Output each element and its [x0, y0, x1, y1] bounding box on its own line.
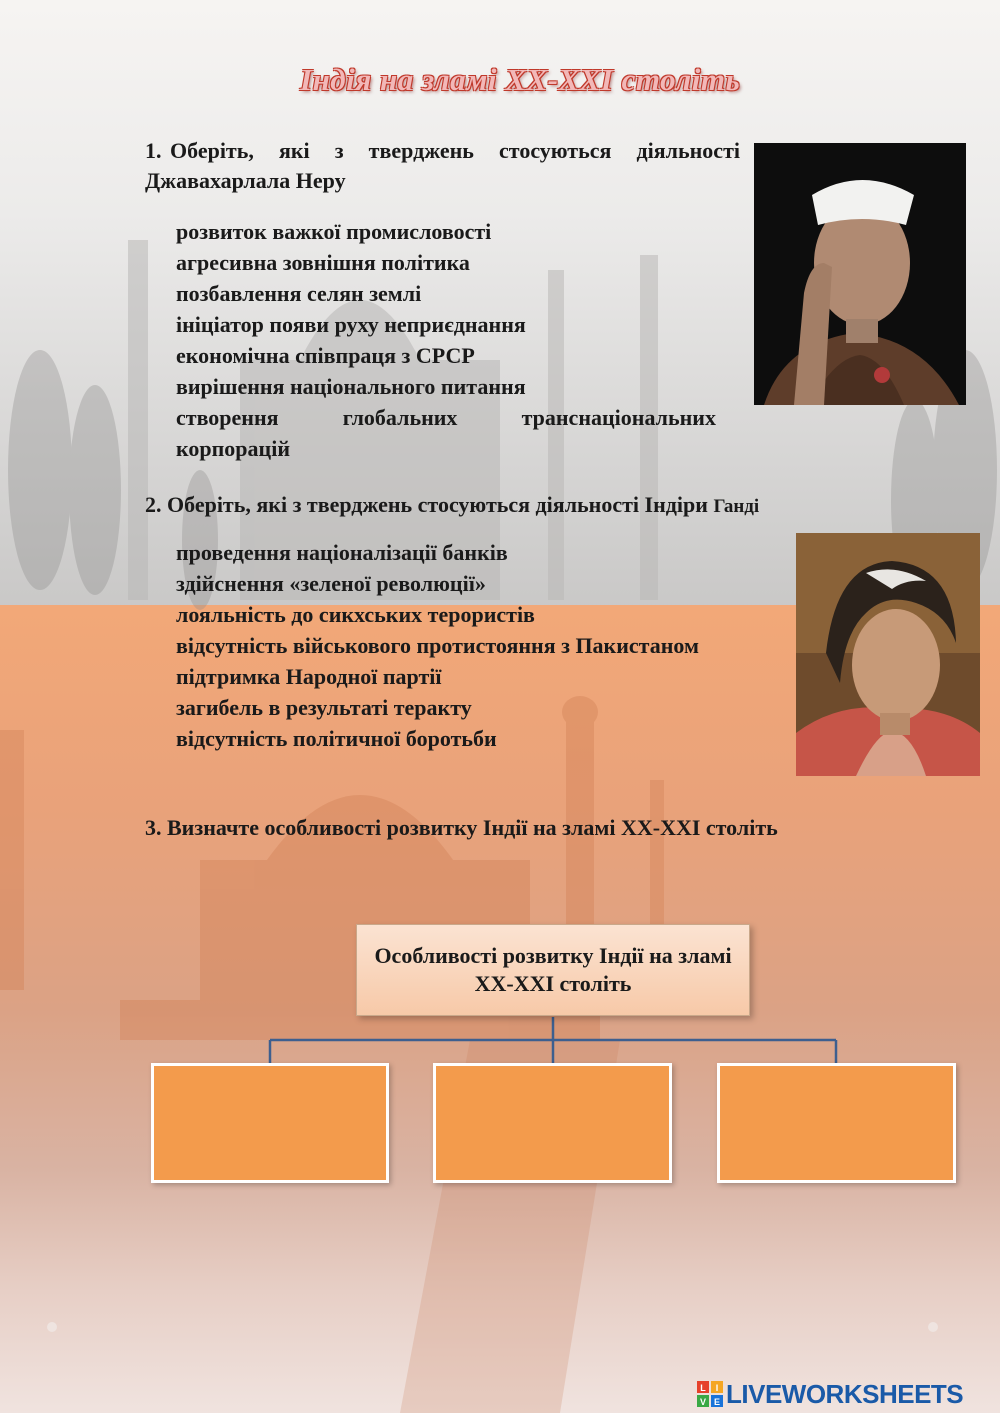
svg-text:L: L: [700, 1383, 706, 1393]
nehru-portrait: [754, 143, 966, 405]
diagram-root-box: Особливості розвитку Індії на зламі ХХ-ХХІ століть: [356, 924, 750, 1016]
liveworksheets-branding: [697, 1377, 963, 1411]
option-1-1[interactable]: розвиток важкої промисловості: [176, 219, 492, 244]
option-2-2[interactable]: здійснення «зеленої революції»: [176, 571, 486, 596]
option-2-5[interactable]: підтримка Народної партії: [176, 664, 442, 689]
decorative-dot-right: [928, 1322, 938, 1332]
answer-box-3[interactable]: [717, 1063, 956, 1183]
question-1-options: [176, 216, 716, 464]
question-1-text: Оберіть, які з тверджень стосуються діяльності Джавахарлала Неру: [145, 138, 740, 193]
option-1-7[interactable]: створення глобальних транснаціональних корпорацій: [176, 405, 716, 461]
worksheet-title: Індія на зламі ХХ-ХХІ століть: [300, 62, 741, 97]
option-2-7[interactable]: відсутність політичної боротьби: [176, 726, 497, 751]
indira-gandhi-portrait: [796, 533, 980, 776]
answer-box-1[interactable]: [151, 1063, 389, 1183]
option-2-6[interactable]: загибель в результаті теракту: [176, 695, 472, 720]
question-2: [145, 490, 925, 522]
question-2-options: [176, 537, 784, 754]
question-1-number: 1.: [145, 138, 162, 163]
svg-text:I: I: [715, 1383, 719, 1393]
svg-text:V: V: [699, 1397, 707, 1407]
option-1-2[interactable]: агресивна зовнішня політика: [176, 250, 470, 275]
question-2-text-end: Ганді: [713, 496, 760, 517]
option-2-4[interactable]: відсутність військового протистояння з Пакистаном: [176, 633, 699, 658]
option-1-3[interactable]: позбавлення селян землі: [176, 281, 422, 306]
option-1-4[interactable]: ініціатор появи руху неприєднання: [176, 312, 526, 337]
option-1-5[interactable]: економічна співпраця з СРСР: [176, 343, 475, 368]
decorative-dot-left: [47, 1322, 57, 1332]
question-2-text: 2. Оберіть, які з тверджень стосуються діяльності Індіри: [145, 492, 708, 517]
option-2-1[interactable]: проведення націоналізації банків: [176, 540, 508, 565]
answer-box-2[interactable]: [433, 1063, 672, 1183]
svg-text:E: E: [713, 1397, 721, 1407]
liveworksheets-text: LIVEWORKSHEETS: [726, 1378, 964, 1409]
question-1: [145, 136, 740, 196]
option-1-6[interactable]: вирішення національного питання: [176, 374, 526, 399]
liveworksheets-logo-icon: [697, 1381, 723, 1407]
question-3: 3. Визначте особливості розвитку Індії на зламі ХХ-ХХІ століть: [145, 815, 778, 840]
option-2-3[interactable]: лояльність до сикхських терористів: [176, 602, 535, 627]
